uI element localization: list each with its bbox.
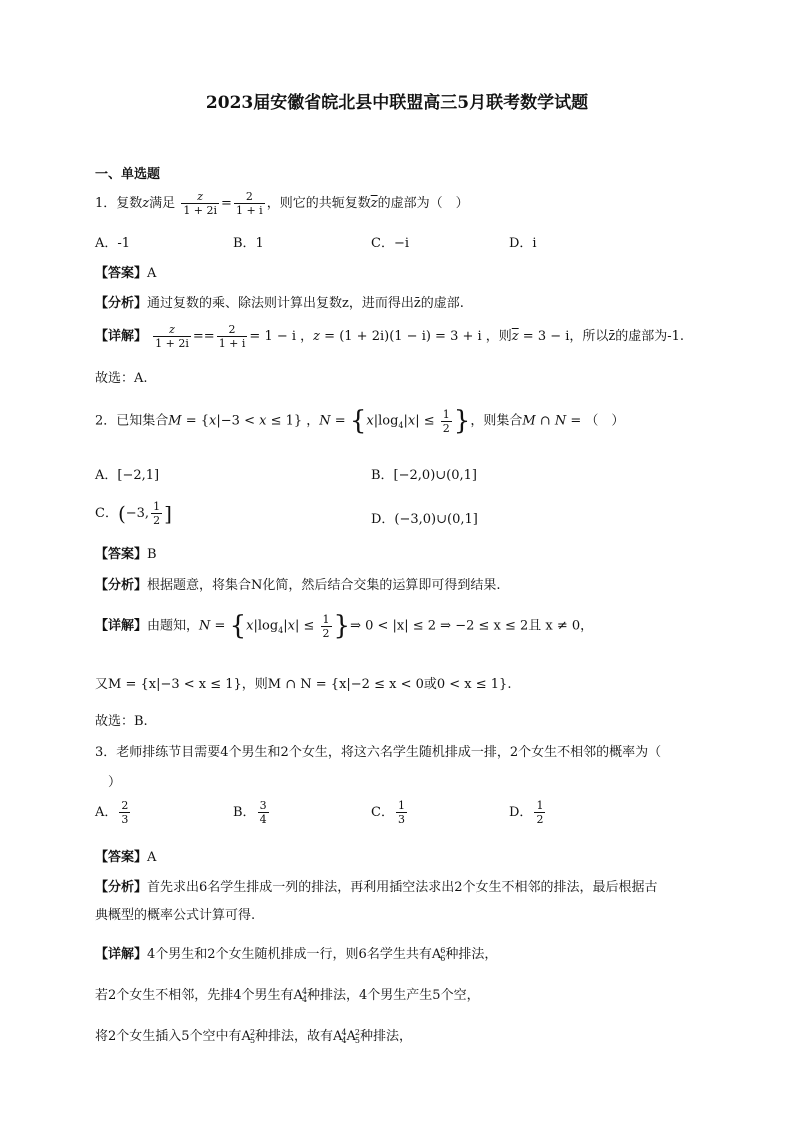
- detail-label: 【详解】: [95, 329, 148, 344]
- q2-answer-value: B: [147, 547, 157, 562]
- q2-detail-text-a: 由题知，: [147, 618, 200, 634]
- q2-option-a: A．[−2,1]: [95, 468, 160, 483]
- q1-stem-text-b: 满足: [149, 196, 176, 211]
- q1-fraction-rhs: $\frac{2}{1 + i}$: [235, 190, 263, 217]
- q2-stem-text-a: 已知集合: [116, 413, 169, 429]
- q1-detail-tail: ，所以z̄的虚部为-1.: [569, 329, 685, 344]
- q3-option-b: B． $\frac{3}{4}$: [233, 799, 267, 826]
- q2-option-b: B．[−2,0)∪(0,1]: [371, 468, 477, 483]
- q2-stem: 2．已知集合M = {x|−3 < x ≤ 1} ，$N = \{x|\log_4|x|$ ≤ $\frac{1}{2}$ }，则集合M ∩ N = （ ）: [95, 406, 625, 436]
- q1-stem-text-a: 复数: [116, 196, 143, 211]
- q2-option-d: D．(−3,0)∪(0,1]: [371, 512, 478, 527]
- q3-detail-line3-a: 将2个女生插入5个空中有: [95, 1029, 242, 1044]
- q1-option-a: A．-1: [95, 236, 131, 251]
- q1-option-c: C．−i: [371, 236, 409, 251]
- q3-stem-line1: 老师排练节目需要4个男生和2个女生，将这六名学生随机排成一排，2个女生不相邻的概率为（: [116, 745, 662, 760]
- q3-detail-line1-b: 种排法，: [445, 947, 498, 962]
- q2-stem-text-c: （ ）: [585, 413, 625, 429]
- q1-fraction-lhs: $\frac{z}{1 + 2i}$: [183, 190, 218, 217]
- analysis-label: 【分析】: [95, 880, 148, 895]
- q3-analysis: [95, 876, 658, 895]
- q3-detail-line3-c: 种排法，: [360, 1029, 413, 1044]
- q3-option-c-prefix: C．: [371, 805, 394, 820]
- q2-detail: 【详解】由题知，$N = \{x|\log_4|x|$ ≤ $\frac{1}{2}$ }⇒ 0 < |x| ≤ 2 ⇒ −2 ≤ x ≤ 2且 x ≠ 0，: [95, 611, 594, 641]
- q2-analysis: [95, 574, 501, 593]
- q1-detail-fraction-rhs: $\frac{2}{1 + i}$: [218, 323, 246, 350]
- q3-detail-line1: 【详解】4个男生和2个女生随机排成一行，则6名学生共有A 6 6 种排法，: [95, 945, 498, 963]
- answer-label: 【答案】: [95, 266, 148, 281]
- q3-answer: [95, 846, 156, 865]
- answer-label: 【答案】: [95, 547, 148, 562]
- q3-option-a: A． $\frac{2}{3}$: [95, 799, 129, 826]
- q3-number: 3．: [95, 745, 117, 760]
- detail-label: 【详解】: [95, 618, 148, 634]
- q1-detail: 【详解】 $\frac{z}{1 + 2i}$ == $\frac{2}{1 + i}$ = 1 − i ，z = (1 + 2i)(1 − i) = 3 + i ，则$\overline{z} = 3 - i$，所以z̄的虚部为-1.: [95, 323, 685, 350]
- q1-analysis: [95, 292, 464, 311]
- q3-answer-value: A: [147, 850, 157, 865]
- q3-analysis-line2: 典概型的概率公式计算可得.: [95, 908, 256, 923]
- page-title: 2023届安徽省皖北县中联盟高三5月联考数学试题: [205, 93, 589, 113]
- section-heading: 一、单选题: [95, 167, 161, 182]
- q2-conclusion: 故选：B.: [95, 714, 148, 729]
- q3-option-c: C． $\frac{1}{3}$: [371, 799, 405, 826]
- q1-option-b: B．1: [233, 236, 264, 251]
- q1-option-d: D．i: [509, 236, 537, 251]
- q3-detail-line2: 若2个女生不相邻，先排4个男生有A 4 4 种排法，4个男生产生5个空，: [95, 986, 480, 1004]
- q1-detail-fraction-lhs: $\frac{z}{1 + 2i}$: [155, 323, 189, 350]
- q3-detail-line2-b: 种排法，4个男生产生5个空，: [307, 988, 480, 1003]
- q3-detail-line3-b: 种排法，故有: [255, 1029, 334, 1044]
- q2-detail-half-fraction: $\frac{1}{2}$: [322, 612, 330, 640]
- q2-stem-text-b: ，则集合: [470, 413, 523, 429]
- q2-option-c-prefix: C．: [95, 506, 118, 521]
- q1-stem: 1．复数z满足 $\frac{z}{1 + 2i}$ = $\frac{2}{1 + i}$ ，则它的共轭复数$\overline{z}$的虚部为（ ）: [95, 190, 469, 217]
- q3-option-d: D． $\frac{1}{2}$: [509, 799, 544, 826]
- analysis-label: 【分析】: [95, 296, 148, 311]
- q2-analysis-text: 根据题意，将集合N化简，然后结合交集的运算即可得到结果.: [147, 578, 501, 593]
- q2-detail-text-b: ⇒ 0 < |x| ≤ 2 ⇒ −2 ≤ x ≤ 2且 x ≠ 0，: [350, 618, 594, 634]
- q2-option-c-fraction: $\frac{1}{2}$: [153, 500, 161, 527]
- q2-option-c: C．(−3, $\frac{1}{2}$ ]: [95, 500, 172, 527]
- q3-analysis-line1: 首先求出6名学生排成一列的排法，再利用插空法求出2个女生不相邻的排法，最后根据古: [147, 880, 658, 895]
- q3-option-a-prefix: A．: [95, 805, 118, 820]
- analysis-label: 【分析】: [95, 578, 148, 593]
- q2-detail-line2: 又M = {x|−3 < x ≤ 1}，则M ∩ N = {x|−2 ≤ x < 0或0 < x ≤ 1}.: [95, 677, 512, 692]
- q3-detail-line1-a: 4个男生和2个女生随机排成一行，则6名学生共有: [147, 947, 432, 962]
- q3-detail-line2-a: 若2个女生不相邻，先排4个男生有: [95, 988, 294, 1003]
- q2-number: 2．: [95, 413, 117, 429]
- q3-option-d-prefix: D．: [509, 805, 533, 820]
- answer-label: 【答案】: [95, 850, 148, 865]
- q1-answer: [95, 262, 156, 281]
- detail-label: 【详解】: [95, 947, 148, 962]
- q1-stem-text-c: ，则它的共轭复数: [266, 196, 371, 211]
- q1-analysis-text: 通过复数的乘、除法则计算出复数z，进而得出z̄的虚部.: [147, 296, 464, 311]
- q1-answer-value: A: [147, 266, 157, 281]
- q3-stem-line2: ）: [108, 775, 122, 790]
- q1-number: 1．: [95, 196, 117, 211]
- q3-stem: [95, 741, 661, 760]
- q2-answer: [95, 543, 157, 562]
- q2-half-fraction: $\frac{1}{2}$: [442, 407, 450, 435]
- q3-detail-line3: 将2个女生插入5个空中有A 2 5 种排法，故有A 4 4 A 2 5 种排法，: [95, 1027, 413, 1045]
- q1-conclusion: 故选：A.: [95, 371, 148, 386]
- q3-option-b-prefix: B．: [233, 805, 256, 820]
- q1-stem-text-d: 的虚部为（ ）: [377, 196, 469, 211]
